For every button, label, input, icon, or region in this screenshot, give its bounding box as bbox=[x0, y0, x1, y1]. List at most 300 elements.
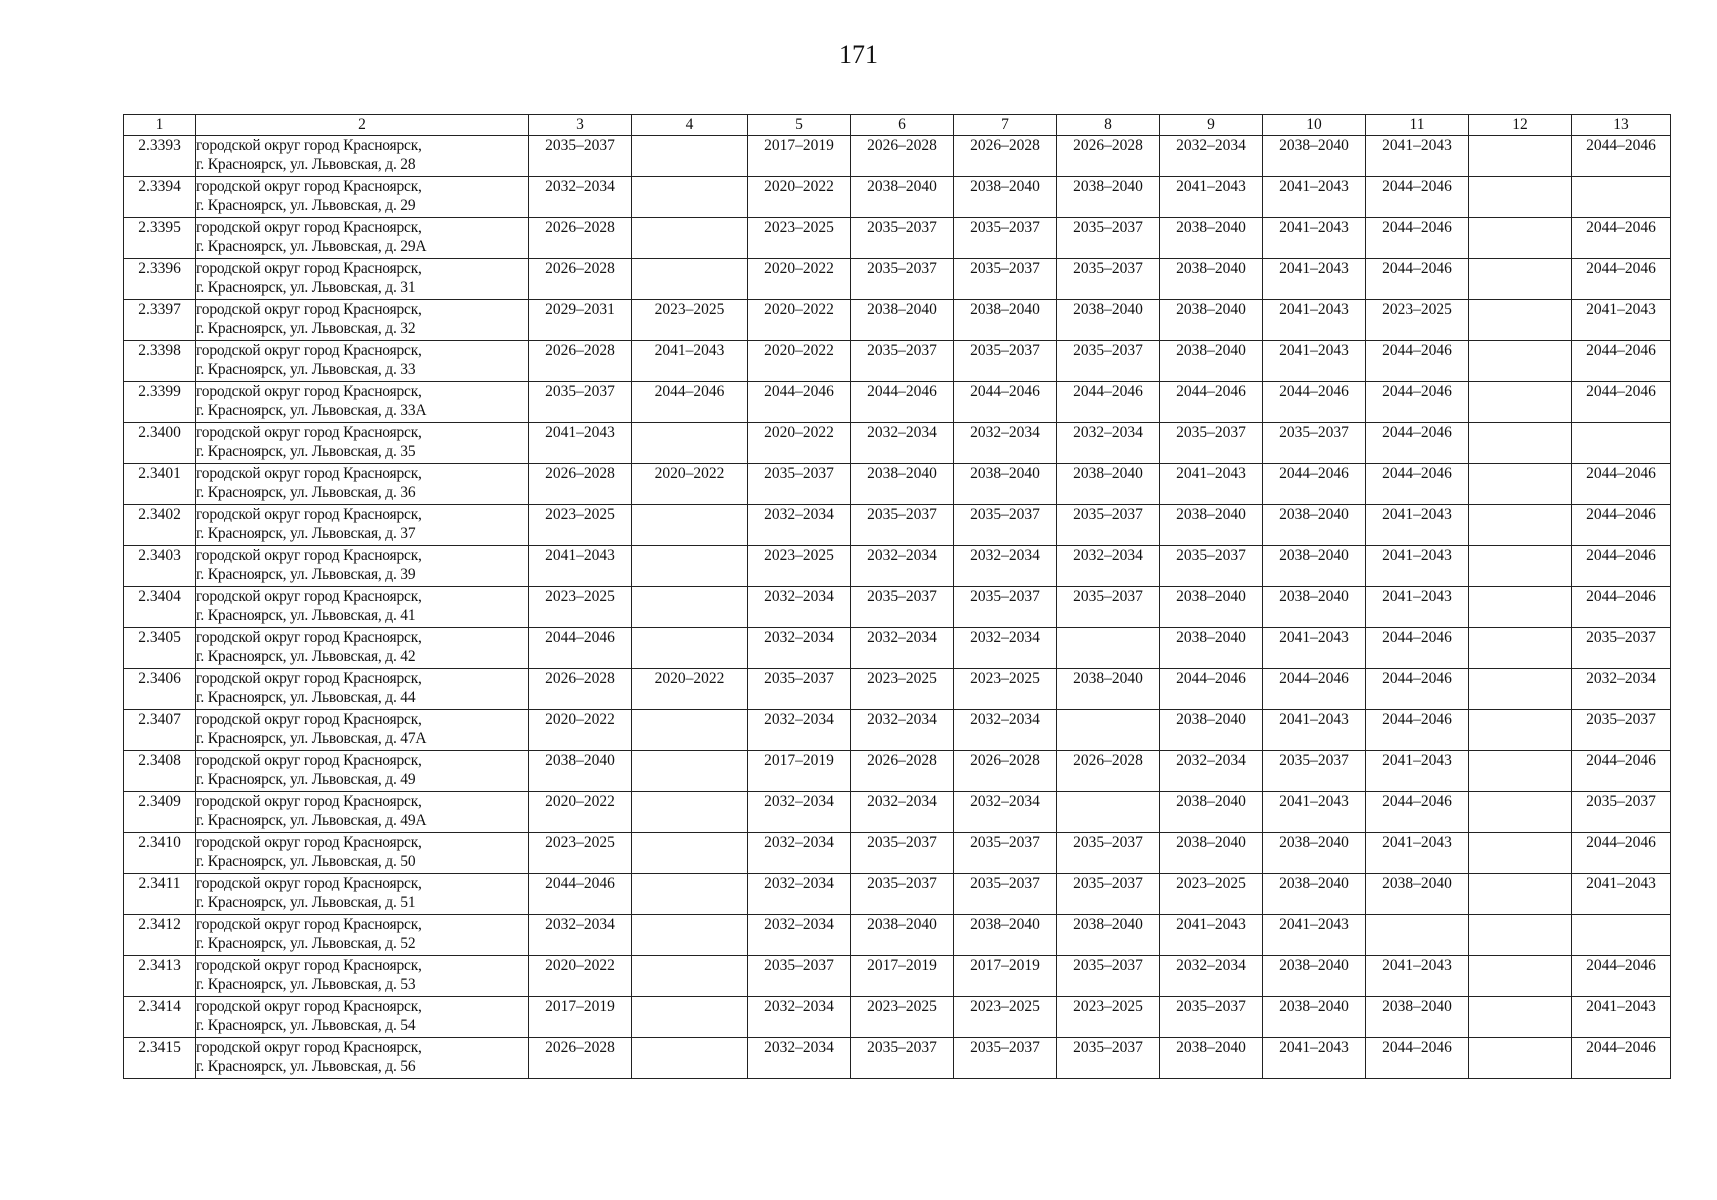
address-cell bbox=[196, 833, 529, 874]
table-row bbox=[124, 833, 1671, 874]
period-cell-col-12 bbox=[1469, 546, 1572, 587]
address-line: г. Красноярск, ул. Львовская, д. 56 bbox=[196, 1058, 416, 1075]
address-line: городской округ город Красноярск, bbox=[196, 383, 422, 400]
address-cell bbox=[196, 136, 529, 177]
table-row bbox=[124, 710, 1671, 751]
column-header-11: 11 bbox=[1366, 115, 1469, 136]
period-cell-col-4: 2041–2043 bbox=[632, 341, 748, 382]
address-line: городской округ город Красноярск, bbox=[196, 547, 422, 564]
period-cell-col-3: 2026–2028 bbox=[529, 669, 632, 710]
address-line: г. Красноярск, ул. Львовская, д. 32 bbox=[196, 320, 416, 337]
period-cell-col-6: 2035–2037 bbox=[851, 218, 954, 259]
period-cell-col-8: 2038–2040 bbox=[1057, 464, 1160, 505]
address-line: городской округ город Красноярск, bbox=[196, 752, 422, 769]
row-number: 2.3404 bbox=[124, 587, 196, 628]
period-cell-col-4 bbox=[632, 423, 748, 464]
period-cell-col-13: 2044–2046 bbox=[1572, 464, 1671, 505]
table-row bbox=[124, 997, 1671, 1038]
period-cell-col-13: 2044–2046 bbox=[1572, 382, 1671, 423]
period-cell-col-9: 2038–2040 bbox=[1160, 628, 1263, 669]
address-line: городской округ город Красноярск, bbox=[196, 342, 422, 359]
period-cell-col-10: 2035–2037 bbox=[1263, 751, 1366, 792]
period-cell-col-13: 2044–2046 bbox=[1572, 341, 1671, 382]
period-cell-col-5: 2020–2022 bbox=[748, 177, 851, 218]
period-cell-col-13: 2044–2046 bbox=[1572, 1038, 1671, 1079]
period-cell-col-5: 2032–2034 bbox=[748, 628, 851, 669]
period-cell-col-8 bbox=[1057, 792, 1160, 833]
period-cell-col-10: 2038–2040 bbox=[1263, 833, 1366, 874]
period-cell-col-5: 2020–2022 bbox=[748, 341, 851, 382]
period-cell-col-6: 2038–2040 bbox=[851, 464, 954, 505]
period-cell-col-8: 2035–2037 bbox=[1057, 587, 1160, 628]
period-cell-col-9: 2038–2040 bbox=[1160, 259, 1263, 300]
table-row bbox=[124, 956, 1671, 997]
period-cell-col-9: 2035–2037 bbox=[1160, 423, 1263, 464]
period-cell-col-4 bbox=[632, 628, 748, 669]
period-cell-col-10: 2041–2043 bbox=[1263, 300, 1366, 341]
period-cell-col-12 bbox=[1469, 505, 1572, 546]
address-cell bbox=[196, 341, 529, 382]
period-cell-col-10: 2044–2046 bbox=[1263, 669, 1366, 710]
period-cell-col-12 bbox=[1469, 259, 1572, 300]
period-cell-col-5: 2023–2025 bbox=[748, 218, 851, 259]
row-number: 2.3412 bbox=[124, 915, 196, 956]
column-header-8: 8 bbox=[1057, 115, 1160, 136]
column-header-7: 7 bbox=[954, 115, 1057, 136]
period-cell-col-9: 2038–2040 bbox=[1160, 341, 1263, 382]
address-cell bbox=[196, 505, 529, 546]
address-line: г. Красноярск, ул. Львовская, д. 37 bbox=[196, 525, 416, 542]
address-line: г. Красноярск, ул. Львовская, д. 47А bbox=[196, 730, 427, 747]
period-cell-col-10: 2041–2043 bbox=[1263, 1038, 1366, 1079]
period-cell-col-9: 2038–2040 bbox=[1160, 587, 1263, 628]
period-cell-col-11: 2044–2046 bbox=[1366, 669, 1469, 710]
address-cell bbox=[196, 546, 529, 587]
period-cell-col-7: 2032–2034 bbox=[954, 546, 1057, 587]
period-cell-col-6: 2035–2037 bbox=[851, 587, 954, 628]
table-row bbox=[124, 1038, 1671, 1079]
period-cell-col-9: 2038–2040 bbox=[1160, 505, 1263, 546]
address-cell bbox=[196, 423, 529, 464]
address-cell bbox=[196, 792, 529, 833]
period-cell-col-9: 2035–2037 bbox=[1160, 546, 1263, 587]
period-cell-col-3: 2035–2037 bbox=[529, 136, 632, 177]
period-cell-col-8 bbox=[1057, 710, 1160, 751]
period-cell-col-7: 2035–2037 bbox=[954, 218, 1057, 259]
period-cell-col-6: 2023–2025 bbox=[851, 669, 954, 710]
address-line: городской округ город Красноярск, bbox=[196, 219, 422, 236]
period-cell-col-5: 2035–2037 bbox=[748, 464, 851, 505]
period-cell-col-8: 2023–2025 bbox=[1057, 997, 1160, 1038]
period-cell-col-10: 2041–2043 bbox=[1263, 792, 1366, 833]
period-cell-col-3: 2032–2034 bbox=[529, 177, 632, 218]
period-cell-col-3: 2032–2034 bbox=[529, 915, 632, 956]
period-cell-col-4 bbox=[632, 218, 748, 259]
period-cell-col-6: 2035–2037 bbox=[851, 874, 954, 915]
period-cell-col-11: 2041–2043 bbox=[1366, 751, 1469, 792]
period-cell-col-13: 2044–2046 bbox=[1572, 546, 1671, 587]
period-cell-col-9: 2041–2043 bbox=[1160, 464, 1263, 505]
period-cell-col-13: 2041–2043 bbox=[1572, 300, 1671, 341]
period-cell-col-6: 2026–2028 bbox=[851, 136, 954, 177]
period-cell-col-9: 2044–2046 bbox=[1160, 382, 1263, 423]
period-cell-col-13: 2044–2046 bbox=[1572, 136, 1671, 177]
period-cell-col-8: 2035–2037 bbox=[1057, 505, 1160, 546]
period-cell-col-8: 2038–2040 bbox=[1057, 177, 1160, 218]
period-cell-col-11: 2023–2025 bbox=[1366, 300, 1469, 341]
address-cell bbox=[196, 300, 529, 341]
period-cell-col-10: 2038–2040 bbox=[1263, 505, 1366, 546]
period-cell-col-6: 2023–2025 bbox=[851, 997, 954, 1038]
period-cell-col-13 bbox=[1572, 423, 1671, 464]
period-cell-col-4 bbox=[632, 1038, 748, 1079]
period-cell-col-10: 2035–2037 bbox=[1263, 423, 1366, 464]
period-cell-col-4 bbox=[632, 956, 748, 997]
period-cell-col-6: 2032–2034 bbox=[851, 792, 954, 833]
period-cell-col-7: 2026–2028 bbox=[954, 751, 1057, 792]
row-number: 2.3413 bbox=[124, 956, 196, 997]
period-cell-col-12 bbox=[1469, 218, 1572, 259]
table-row bbox=[124, 136, 1671, 177]
period-cell-col-10: 2038–2040 bbox=[1263, 136, 1366, 177]
address-line: г. Красноярск, ул. Львовская, д. 31 bbox=[196, 279, 416, 296]
period-cell-col-9: 2041–2043 bbox=[1160, 177, 1263, 218]
address-line: городской округ город Красноярск, bbox=[196, 1039, 422, 1056]
address-line: городской округ город Красноярск, bbox=[196, 916, 422, 933]
address-cell bbox=[196, 997, 529, 1038]
row-number: 2.3411 bbox=[124, 874, 196, 915]
period-cell-col-12 bbox=[1469, 341, 1572, 382]
address-line: городской округ город Красноярск, bbox=[196, 670, 422, 687]
period-cell-col-7: 2035–2037 bbox=[954, 587, 1057, 628]
period-cell-col-9: 2038–2040 bbox=[1160, 218, 1263, 259]
period-cell-col-6: 2035–2037 bbox=[851, 505, 954, 546]
period-cell-col-8: 2032–2034 bbox=[1057, 423, 1160, 464]
row-number: 2.3401 bbox=[124, 464, 196, 505]
address-cell bbox=[196, 1038, 529, 1079]
period-cell-col-6: 2038–2040 bbox=[851, 177, 954, 218]
period-cell-col-8 bbox=[1057, 628, 1160, 669]
period-cell-col-4 bbox=[632, 792, 748, 833]
period-cell-col-10: 2044–2046 bbox=[1263, 382, 1366, 423]
address-line: городской округ город Красноярск, bbox=[196, 424, 422, 441]
table-row bbox=[124, 546, 1671, 587]
period-cell-col-13: 2044–2046 bbox=[1572, 587, 1671, 628]
row-number: 2.3400 bbox=[124, 423, 196, 464]
period-cell-col-5: 2035–2037 bbox=[748, 669, 851, 710]
period-cell-col-9: 2038–2040 bbox=[1160, 792, 1263, 833]
address-line: городской округ город Красноярск, bbox=[196, 711, 422, 728]
period-cell-col-6: 2032–2034 bbox=[851, 546, 954, 587]
address-line: г. Красноярск, ул. Львовская, д. 49А bbox=[196, 812, 427, 829]
address-line: г. Красноярск, ул. Львовская, д. 50 bbox=[196, 853, 416, 870]
column-header-2: 2 bbox=[196, 115, 529, 136]
period-cell-col-5: 2017–2019 bbox=[748, 136, 851, 177]
period-cell-col-9: 2038–2040 bbox=[1160, 300, 1263, 341]
period-cell-col-13: 2044–2046 bbox=[1572, 833, 1671, 874]
table-row bbox=[124, 792, 1671, 833]
address-line: г. Красноярск, ул. Львовская, д. 44 bbox=[196, 689, 416, 706]
period-cell-col-3: 2020–2022 bbox=[529, 956, 632, 997]
table-row bbox=[124, 259, 1671, 300]
row-number: 2.3408 bbox=[124, 751, 196, 792]
period-cell-col-7: 2032–2034 bbox=[954, 710, 1057, 751]
period-cell-col-11: 2044–2046 bbox=[1366, 382, 1469, 423]
period-cell-col-10: 2038–2040 bbox=[1263, 874, 1366, 915]
period-cell-col-11: 2038–2040 bbox=[1366, 997, 1469, 1038]
period-cell-col-4 bbox=[632, 546, 748, 587]
address-cell bbox=[196, 587, 529, 628]
period-cell-col-10: 2041–2043 bbox=[1263, 259, 1366, 300]
period-cell-col-3: 2023–2025 bbox=[529, 587, 632, 628]
address-cell bbox=[196, 915, 529, 956]
period-cell-col-12 bbox=[1469, 628, 1572, 669]
table-row bbox=[124, 382, 1671, 423]
period-cell-col-3: 2035–2037 bbox=[529, 382, 632, 423]
period-cell-col-5: 2032–2034 bbox=[748, 587, 851, 628]
period-cell-col-3: 2044–2046 bbox=[529, 874, 632, 915]
period-cell-col-13 bbox=[1572, 177, 1671, 218]
period-cell-col-9: 2032–2034 bbox=[1160, 136, 1263, 177]
period-cell-col-9: 2023–2025 bbox=[1160, 874, 1263, 915]
row-number: 2.3397 bbox=[124, 300, 196, 341]
period-cell-col-7: 2023–2025 bbox=[954, 669, 1057, 710]
period-cell-col-6: 2026–2028 bbox=[851, 751, 954, 792]
period-cell-col-3: 2026–2028 bbox=[529, 259, 632, 300]
period-cell-col-11: 2044–2046 bbox=[1366, 1038, 1469, 1079]
row-number: 2.3394 bbox=[124, 177, 196, 218]
period-cell-col-10: 2038–2040 bbox=[1263, 587, 1366, 628]
period-cell-col-5: 2032–2034 bbox=[748, 915, 851, 956]
table-row bbox=[124, 874, 1671, 915]
period-cell-col-12 bbox=[1469, 874, 1572, 915]
address-line: городской округ город Красноярск, bbox=[196, 465, 422, 482]
period-cell-col-7: 2038–2040 bbox=[954, 300, 1057, 341]
period-cell-col-12 bbox=[1469, 177, 1572, 218]
period-cell-col-3: 2041–2043 bbox=[529, 423, 632, 464]
address-line: городской округ город Красноярск, bbox=[196, 834, 422, 851]
address-line: г. Красноярск, ул. Львовская, д. 33 bbox=[196, 361, 416, 378]
period-cell-col-6: 2035–2037 bbox=[851, 259, 954, 300]
address-line: городской округ город Красноярск, bbox=[196, 588, 422, 605]
period-cell-col-5: 2017–2019 bbox=[748, 751, 851, 792]
period-cell-col-6: 2017–2019 bbox=[851, 956, 954, 997]
period-cell-col-10: 2041–2043 bbox=[1263, 710, 1366, 751]
address-line: городской округ город Красноярск, bbox=[196, 506, 422, 523]
address-line: городской округ город Красноярск, bbox=[196, 793, 422, 810]
period-cell-col-4 bbox=[632, 915, 748, 956]
table-row bbox=[124, 218, 1671, 259]
period-cell-col-7: 2032–2034 bbox=[954, 423, 1057, 464]
period-cell-col-7: 2023–2025 bbox=[954, 997, 1057, 1038]
period-cell-col-11: 2041–2043 bbox=[1366, 505, 1469, 546]
table-row bbox=[124, 751, 1671, 792]
period-cell-col-7: 2035–2037 bbox=[954, 259, 1057, 300]
period-cell-col-9: 2035–2037 bbox=[1160, 997, 1263, 1038]
period-cell-col-8: 2044–2046 bbox=[1057, 382, 1160, 423]
period-cell-col-3: 2029–2031 bbox=[529, 300, 632, 341]
row-number: 2.3407 bbox=[124, 710, 196, 751]
period-cell-col-4 bbox=[632, 997, 748, 1038]
page-number: 171 bbox=[839, 40, 878, 69]
period-cell-col-9: 2032–2034 bbox=[1160, 956, 1263, 997]
repair-schedule-table bbox=[123, 114, 1671, 1079]
period-cell-col-13: 2041–2043 bbox=[1572, 997, 1671, 1038]
table-row bbox=[124, 915, 1671, 956]
period-cell-col-4: 2020–2022 bbox=[632, 464, 748, 505]
address-cell bbox=[196, 177, 529, 218]
period-cell-col-11: 2041–2043 bbox=[1366, 587, 1469, 628]
address-line: городской округ город Красноярск, bbox=[196, 178, 422, 195]
period-cell-col-8: 2026–2028 bbox=[1057, 751, 1160, 792]
address-line: городской округ город Красноярск, bbox=[196, 629, 422, 646]
address-line: г. Красноярск, ул. Львовская, д. 35 bbox=[196, 443, 416, 460]
column-header-1: 1 bbox=[124, 115, 196, 136]
address-line: городской округ город Красноярск, bbox=[196, 137, 422, 154]
period-cell-col-13: 2044–2046 bbox=[1572, 505, 1671, 546]
address-cell bbox=[196, 956, 529, 997]
period-cell-col-13: 2044–2046 bbox=[1572, 751, 1671, 792]
period-cell-col-10: 2041–2043 bbox=[1263, 915, 1366, 956]
row-number: 2.3406 bbox=[124, 669, 196, 710]
period-cell-col-7: 2044–2046 bbox=[954, 382, 1057, 423]
row-number: 2.3409 bbox=[124, 792, 196, 833]
period-cell-col-9: 2032–2034 bbox=[1160, 751, 1263, 792]
period-cell-col-4: 2023–2025 bbox=[632, 300, 748, 341]
period-cell-col-10: 2041–2043 bbox=[1263, 218, 1366, 259]
period-cell-col-11: 2044–2046 bbox=[1366, 218, 1469, 259]
period-cell-col-7: 2035–2037 bbox=[954, 874, 1057, 915]
row-number: 2.3398 bbox=[124, 341, 196, 382]
period-cell-col-8: 2035–2037 bbox=[1057, 833, 1160, 874]
address-line: г. Красноярск, ул. Львовская, д. 39 bbox=[196, 566, 416, 583]
table-row bbox=[124, 505, 1671, 546]
period-cell-col-10: 2038–2040 bbox=[1263, 956, 1366, 997]
period-cell-col-12 bbox=[1469, 792, 1572, 833]
period-cell-col-9: 2038–2040 bbox=[1160, 1038, 1263, 1079]
row-number: 2.3399 bbox=[124, 382, 196, 423]
period-cell-col-3: 2026–2028 bbox=[529, 1038, 632, 1079]
period-cell-col-7: 2038–2040 bbox=[954, 177, 1057, 218]
address-line: г. Красноярск, ул. Львовская, д. 53 bbox=[196, 976, 416, 993]
period-cell-col-3: 2041–2043 bbox=[529, 546, 632, 587]
address-cell bbox=[196, 874, 529, 915]
row-number: 2.3402 bbox=[124, 505, 196, 546]
period-cell-col-13: 2035–2037 bbox=[1572, 710, 1671, 751]
period-cell-col-4 bbox=[632, 833, 748, 874]
period-cell-col-5: 2023–2025 bbox=[748, 546, 851, 587]
period-cell-col-12 bbox=[1469, 464, 1572, 505]
period-cell-col-10: 2038–2040 bbox=[1263, 997, 1366, 1038]
period-cell-col-10: 2038–2040 bbox=[1263, 546, 1366, 587]
table-row bbox=[124, 423, 1671, 464]
period-cell-col-5: 2032–2034 bbox=[748, 874, 851, 915]
period-cell-col-4 bbox=[632, 874, 748, 915]
period-cell-col-11: 2038–2040 bbox=[1366, 874, 1469, 915]
period-cell-col-11: 2044–2046 bbox=[1366, 423, 1469, 464]
period-cell-col-5: 2032–2034 bbox=[748, 792, 851, 833]
period-cell-col-11: 2044–2046 bbox=[1366, 628, 1469, 669]
period-cell-col-5: 2032–2034 bbox=[748, 1038, 851, 1079]
table-body bbox=[124, 136, 1671, 1079]
address-cell bbox=[196, 628, 529, 669]
period-cell-col-4: 2020–2022 bbox=[632, 669, 748, 710]
period-cell-col-10: 2044–2046 bbox=[1263, 464, 1366, 505]
period-cell-col-10: 2041–2043 bbox=[1263, 341, 1366, 382]
period-cell-col-13: 2035–2037 bbox=[1572, 792, 1671, 833]
period-cell-col-3: 2044–2046 bbox=[529, 628, 632, 669]
period-cell-col-9: 2041–2043 bbox=[1160, 915, 1263, 956]
period-cell-col-12 bbox=[1469, 1038, 1572, 1079]
period-cell-col-7: 2032–2034 bbox=[954, 628, 1057, 669]
period-cell-col-13: 2032–2034 bbox=[1572, 669, 1671, 710]
period-cell-col-9: 2038–2040 bbox=[1160, 710, 1263, 751]
column-header-6: 6 bbox=[851, 115, 954, 136]
address-line: г. Красноярск, ул. Львовская, д. 36 bbox=[196, 484, 416, 501]
period-cell-col-8: 2032–2034 bbox=[1057, 546, 1160, 587]
column-header-12: 12 bbox=[1469, 115, 1572, 136]
row-number: 2.3393 bbox=[124, 136, 196, 177]
period-cell-col-6: 2035–2037 bbox=[851, 341, 954, 382]
address-cell bbox=[196, 218, 529, 259]
period-cell-col-4 bbox=[632, 136, 748, 177]
period-cell-col-5: 2020–2022 bbox=[748, 259, 851, 300]
period-cell-col-8: 2038–2040 bbox=[1057, 300, 1160, 341]
period-cell-col-8: 2035–2037 bbox=[1057, 874, 1160, 915]
period-cell-col-6: 2038–2040 bbox=[851, 915, 954, 956]
period-cell-col-11: 2041–2043 bbox=[1366, 136, 1469, 177]
period-cell-col-4 bbox=[632, 587, 748, 628]
address-line: г. Красноярск, ул. Львовская, д. 33А bbox=[196, 402, 427, 419]
period-cell-col-7: 2038–2040 bbox=[954, 464, 1057, 505]
period-cell-col-12 bbox=[1469, 136, 1572, 177]
address-line: г. Красноярск, ул. Львовская, д. 49 bbox=[196, 771, 416, 788]
period-cell-col-6: 2032–2034 bbox=[851, 423, 954, 464]
period-cell-col-6: 2032–2034 bbox=[851, 628, 954, 669]
period-cell-col-11: 2044–2046 bbox=[1366, 792, 1469, 833]
period-cell-col-7: 2032–2034 bbox=[954, 792, 1057, 833]
table-row bbox=[124, 669, 1671, 710]
period-cell-col-5: 2032–2034 bbox=[748, 710, 851, 751]
period-cell-col-11: 2041–2043 bbox=[1366, 833, 1469, 874]
period-cell-col-4 bbox=[632, 177, 748, 218]
table-row bbox=[124, 341, 1671, 382]
period-cell-col-13 bbox=[1572, 915, 1671, 956]
address-cell bbox=[196, 464, 529, 505]
period-cell-col-8: 2035–2037 bbox=[1057, 1038, 1160, 1079]
period-cell-col-6: 2032–2034 bbox=[851, 710, 954, 751]
address-line: г. Красноярск, ул. Львовская, д. 52 bbox=[196, 935, 416, 952]
address-line: городской округ город Красноярск, bbox=[196, 998, 422, 1015]
period-cell-col-3: 2023–2025 bbox=[529, 833, 632, 874]
row-number: 2.3395 bbox=[124, 218, 196, 259]
period-cell-col-4 bbox=[632, 259, 748, 300]
period-cell-col-12 bbox=[1469, 997, 1572, 1038]
table-row bbox=[124, 300, 1671, 341]
column-header-3: 3 bbox=[529, 115, 632, 136]
period-cell-col-12 bbox=[1469, 300, 1572, 341]
period-cell-col-8: 2038–2040 bbox=[1057, 669, 1160, 710]
period-cell-col-5: 2035–2037 bbox=[748, 956, 851, 997]
column-header-5: 5 bbox=[748, 115, 851, 136]
period-cell-col-9: 2044–2046 bbox=[1160, 669, 1263, 710]
period-cell-col-11: 2044–2046 bbox=[1366, 341, 1469, 382]
row-number: 2.3403 bbox=[124, 546, 196, 587]
period-cell-col-3: 2026–2028 bbox=[529, 341, 632, 382]
period-cell-col-3: 2020–2022 bbox=[529, 792, 632, 833]
period-cell-col-11: 2041–2043 bbox=[1366, 546, 1469, 587]
address-cell bbox=[196, 751, 529, 792]
